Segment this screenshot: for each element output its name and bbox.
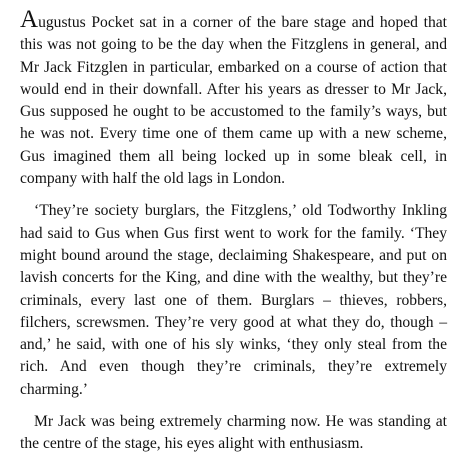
document-page xyxy=(20,6,447,466)
paragraph-1-text: ugustus Pocket sat in a corner of the bare stage and hoped that this was not going to be the day when the Fitzglens in general, and Mr Jack Fitzglen in particular, embarked on a course of action that would end in their downfall. After his years as dresser to Mr Jack, Gus supposed he ought to be accustomed to the family’s ways, but he was not. Every time one of them came up with a new scheme, Gus imagined them all being locked up in some bleak cell, in company with half the old lags in London. xyxy=(20,14,447,188)
paragraph-2: ‘They’re society burglars, the Fitzglens,’ old Todworthy Inkling had said to Gus when Gus first went to work for the family. ‘They might bound around the stage, declaiming Shakespeare, and put on lavish concerts for the King, and dine with the wealthy, but they’re criminals, every last one of them. Burglars – thieves, robbers, filchers, screwsmen. They’re very good at what they do, though – and,’ he said, with one of his sly winks, ‘they only steal from the rich. And even though they’re criminals, they’re extremely charming.’ xyxy=(20,202,447,398)
paragraph-1 xyxy=(20,6,447,190)
drop-cap-initial: A xyxy=(20,6,39,33)
paragraph-3: Mr Jack was being extremely charming now. He was standing at the centre of the stage, his eyes alight with enthusiasm. xyxy=(20,413,447,453)
